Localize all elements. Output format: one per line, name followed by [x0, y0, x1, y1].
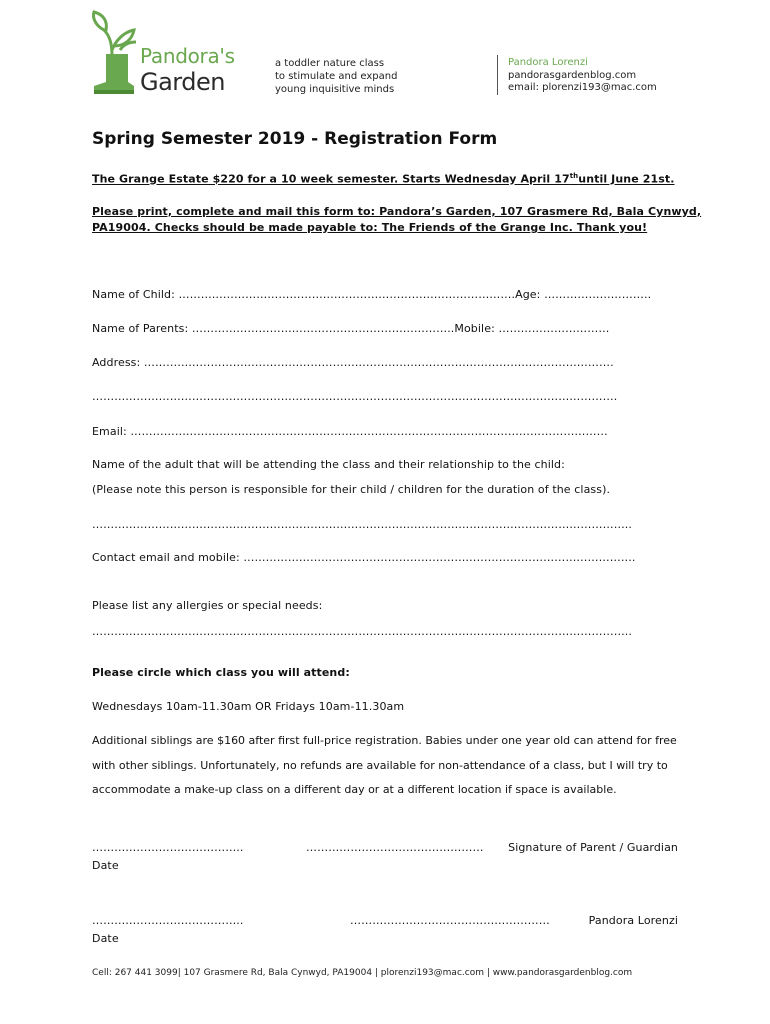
semester-info-sup: th	[569, 172, 579, 180]
tagline-line: a toddler nature class	[275, 58, 385, 69]
logo	[90, 10, 250, 96]
contact-website: pandorasgardenblog.com	[508, 69, 637, 81]
address-field-line-2: …………………………………………………………………………………………………………………………….	[92, 390, 618, 403]
contact-field: Contact email and mobile: …………………………………………………………………………………………….	[92, 551, 636, 564]
allergies-label: Please list any allergies or special needs:	[92, 599, 323, 612]
logo-line-1: Pandora's	[140, 44, 235, 68]
tagline-line: to stimulate and expand	[275, 71, 398, 82]
signature-date-blank-2: …………………………………..	[92, 914, 244, 927]
child-name-field: Name of Child: ……………………………………………………………………………….Age: ………………………..	[92, 288, 652, 301]
parent-signature-label: Signature of Parent / Guardian	[508, 841, 678, 854]
parents-name-field: Name of Parents: ……………………………………………………………..Mobile: …………………………	[92, 322, 610, 335]
date-label-2: Date	[92, 932, 119, 945]
tagline	[275, 57, 475, 96]
logo-line-2: Garden	[140, 68, 225, 96]
header-contact	[508, 57, 728, 95]
page-title: Spring Semester 2019 - Registration Form	[92, 129, 498, 149]
adult-attending-note: (Please note this person is responsible for their child / children for the duration of the class).	[92, 483, 611, 496]
semester-info-end: until June 21st.	[578, 172, 675, 186]
semester-info-text: The Grange Estate $220 for a 10 week semester. Starts Wednesday April 17	[92, 172, 570, 186]
semester-info	[92, 172, 675, 186]
address-field: Address: ……………………………………………………………………………………………………………….	[92, 356, 614, 369]
tagline-line: young inquisitive minds	[275, 84, 395, 95]
adult-attending-label: Name of the adult that will be attending the class and their relationship to the child:	[92, 458, 565, 471]
header-divider	[497, 55, 498, 95]
signature-date-blank-1: …………………………………..	[92, 841, 244, 854]
class-options: Wednesdays 10am-11.30am OR Fridays 10am-11.30am	[92, 700, 405, 713]
siblings-policy: Additional siblings are $160 after first full-price registration. Babies under one year old can attend for free with other siblings. Unfortunately, no refunds are available for non-attendance of a class, but I will try to accommodate a make-up class on a different day or at a different location if space is available.	[92, 734, 677, 796]
class-choice-heading: Please circle which class you will attend:	[92, 666, 350, 679]
instructor-signature-label: Pandora Lorenzi	[588, 914, 678, 927]
date-label-1: Date	[92, 859, 119, 872]
footer-contact: Cell: 267 441 3099| 107 Grasmere Rd, Bala Cynwyd, PA19004 | plorenzi193@mac.com | www.pandorasgardenblog.com	[92, 968, 633, 978]
contact-email: email: plorenzi193@mac.com	[508, 82, 657, 93]
adult-attending-field: ………………………………………………………………………………………………………………………………..	[92, 518, 632, 531]
signature-blank-1: …………………………………………	[306, 841, 484, 854]
allergies-field: ………………………………………………………………………………………………………………………………..	[92, 625, 632, 638]
signature-blank-2: ………………………………………………	[350, 914, 550, 927]
email-field: Email: …………………………………………………………………………………………………………………	[92, 425, 608, 438]
mail-instructions-2: PA19004. Checks should be made payable to: The Friends of the Grange Inc. Thank you!	[92, 221, 648, 234]
mail-instructions-1: Please print, complete and mail this form to: Pandora’s Garden, 107 Grasmere Rd, Bala Cynwyd,	[92, 205, 702, 218]
rain-boot-icon	[92, 52, 136, 96]
contact-name: Pandora Lorenzi	[508, 57, 588, 68]
